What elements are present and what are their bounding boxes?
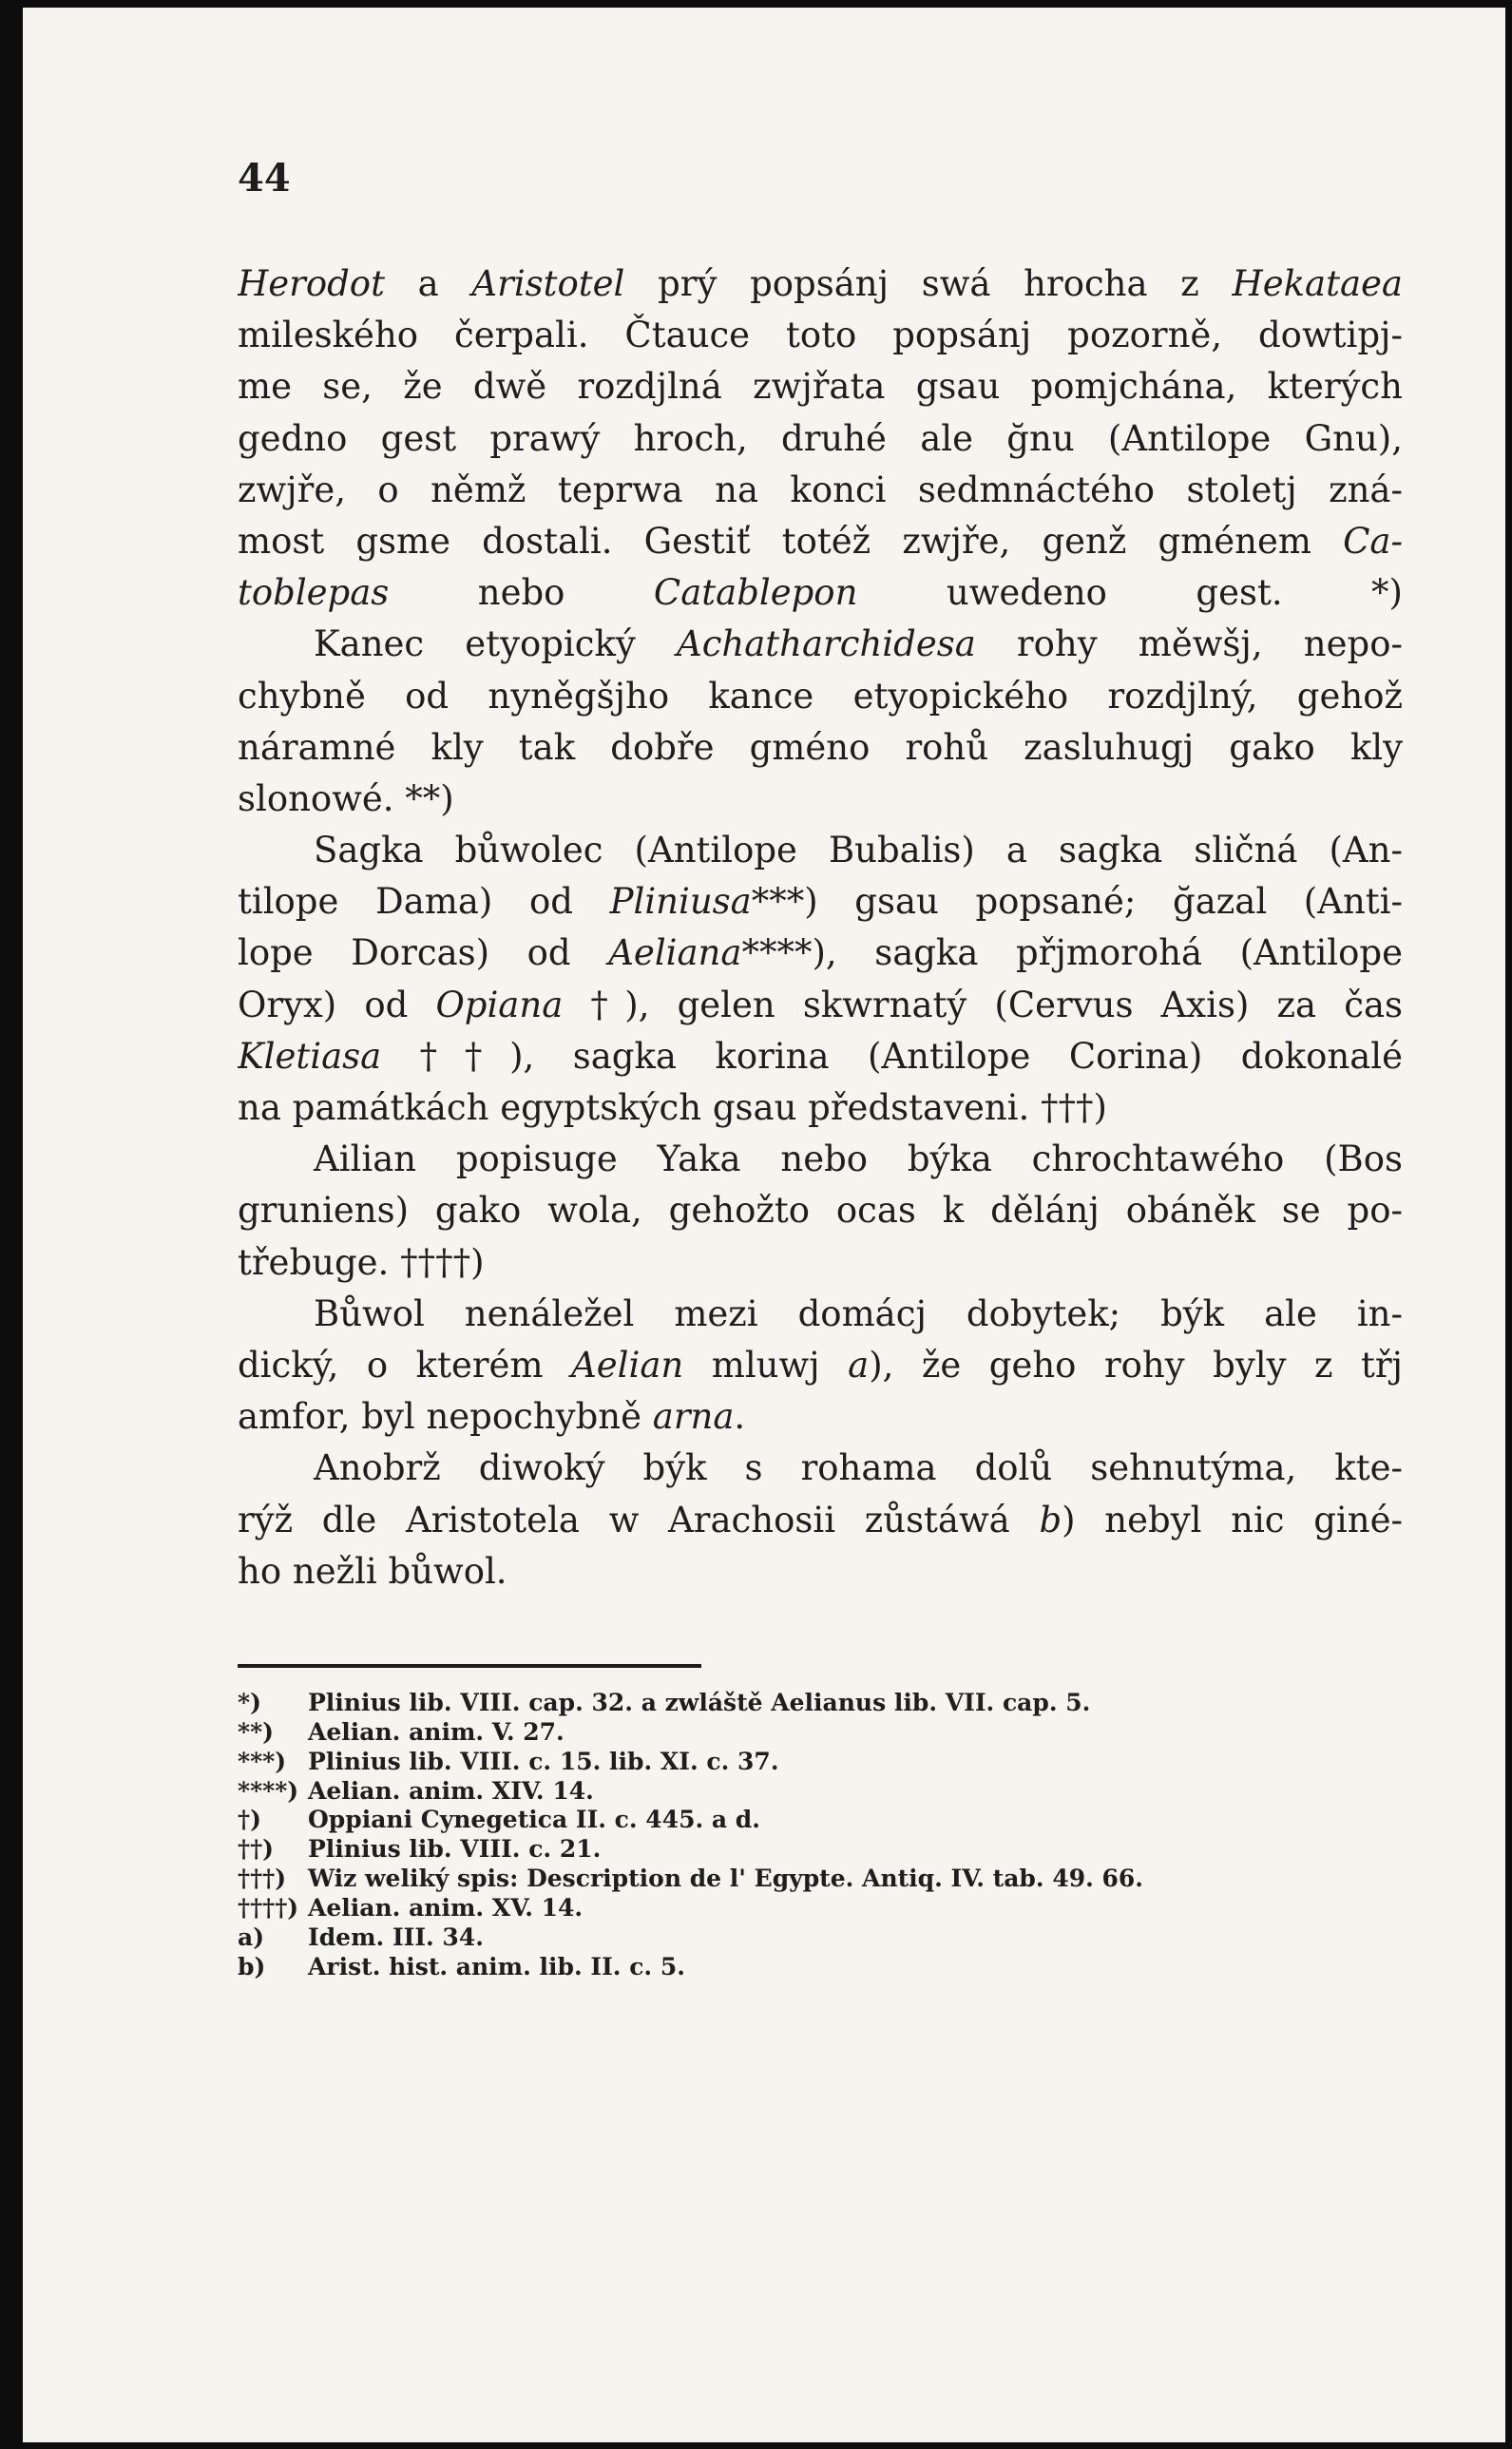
italic-text: a (848, 1344, 870, 1386)
footnote (238, 1953, 1403, 1982)
text-run: Sagka bůwolec (Antilope Bubalis) a sagka sličná (An- (314, 830, 1403, 871)
text-run: ****), sagka přjmorohá (Antilope (741, 932, 1403, 974)
body-text (238, 258, 1403, 1598)
text-run: lope Dorcas) od (238, 932, 609, 974)
footnote (238, 1777, 1403, 1807)
text-line (238, 1391, 1403, 1443)
footnote (238, 1689, 1403, 1718)
italic-text: Aelian (571, 1344, 684, 1386)
text-line (238, 671, 1403, 722)
text-line (238, 1082, 1403, 1134)
footnote-text: Idem. III. 34. (308, 1923, 484, 1951)
italic-text: Opiana (435, 984, 564, 1025)
text-line (238, 1185, 1403, 1236)
footnotes (238, 1689, 1403, 1982)
text-line (238, 1546, 1403, 1598)
text-line (238, 825, 1403, 876)
italic-text: Kletiasa (238, 1035, 382, 1077)
italic-text: Herodot (238, 263, 385, 304)
italic-text: b (1039, 1499, 1062, 1540)
text-line (238, 258, 1403, 310)
footnote (238, 1865, 1403, 1894)
footnote-text: Aelian. anim. V. 27. (308, 1717, 565, 1746)
footnote (238, 1894, 1403, 1923)
footnote-mark: a) (238, 1923, 265, 1951)
text-line (238, 876, 1403, 928)
footnote-mark: ††††) (238, 1894, 299, 1923)
page-number: 44 (238, 156, 291, 201)
text-run: dický, o kterém (238, 1344, 572, 1386)
italic-text: Hekataea (1232, 263, 1403, 304)
footnote-text: Aelian. anim. XV. 14. (308, 1894, 584, 1923)
italic-text: Ca- (1343, 520, 1403, 562)
footnote (238, 1806, 1403, 1835)
footnote-rule (238, 1664, 701, 1668)
footnote-text: Wiz weliký spis: Description de l' Egypte. Antiq. IV. tab. 49. 66. (308, 1865, 1144, 1893)
text-run: ††), sagka korina (Antilope Corina) dokonalé (381, 1035, 1403, 1077)
text-run: rohy měwšj, nepo- (975, 623, 1403, 665)
text-run: tilope Dama) od (238, 881, 610, 923)
text-run: amfor, byl nepochybně (238, 1396, 653, 1438)
text-line (238, 567, 1403, 619)
footnote-mark: †) (238, 1806, 261, 1834)
text-run: †), gelen skwrnatý (Cervus Axis) za čas (563, 984, 1403, 1025)
text-line (238, 774, 1403, 825)
text-run: Ailian popisuge Yaka nebo býka chrochtawého (Bos (314, 1138, 1403, 1180)
footnote-text: Oppiani Cynegetica II. c. 445. a d. (308, 1806, 760, 1834)
italic-text: Catablepon (653, 572, 858, 614)
text-run: mileského čerpali. Čtauce toto popsánj pozorně, dowtipj- (238, 315, 1403, 356)
text-run: třebuge. ††††) (238, 1241, 485, 1283)
text-line (238, 1237, 1403, 1289)
text-line (238, 1134, 1403, 1185)
footnote-mark: †††) (238, 1865, 287, 1893)
text-run: Anobrž diwoký býk s rohama dolů sehnutýma, kte- (314, 1447, 1403, 1489)
text-line (238, 980, 1403, 1031)
text-line (238, 1495, 1403, 1546)
text-run: gruniens) gako wola, gehožto ocas k dělánj obáněk se po- (238, 1190, 1403, 1232)
footnote-mark: ††) (238, 1835, 274, 1864)
text-run: ho nežli bůwol. (238, 1550, 507, 1592)
italic-text: Aristotel (471, 263, 625, 304)
italic-text: arna (652, 1396, 735, 1438)
text-run: na památkách egyptských gsau představeni. †††) (238, 1087, 1107, 1128)
footnote-text: Plinius lib. VIII. c. 15. lib. XI. c. 37. (308, 1747, 779, 1775)
footnote-mark: *) (238, 1688, 261, 1716)
footnote-mark: ****) (238, 1776, 299, 1805)
text-run: rýž dle Aristotela w Arachosii zůstáwá (238, 1499, 1040, 1540)
footnote-text: Aelian. anim. XIV. 14. (308, 1776, 594, 1805)
text-line (238, 1031, 1403, 1082)
page-content (238, 150, 1403, 1982)
footnote-mark: ***) (238, 1747, 287, 1775)
text-line (238, 516, 1403, 567)
text-run: . (734, 1396, 746, 1438)
text-run: ) nebyl nic giné- (1062, 1499, 1403, 1540)
text-line (238, 1289, 1403, 1340)
text-run: ), že geho rohy byly z třj (869, 1344, 1403, 1386)
italic-text: Aeliana (608, 932, 742, 974)
footnote (238, 1748, 1403, 1777)
footnote-mark: **) (238, 1717, 274, 1746)
footnote-text: Arist. hist. anim. lib. II. c. 5. (308, 1952, 685, 1980)
footnote (238, 1835, 1403, 1865)
text-line (238, 361, 1403, 412)
footnote-text: Plinius lib. VIII. cap. 32. a zwláště Aelianus lib. VII. cap. 5. (308, 1688, 1091, 1716)
text-line (238, 465, 1403, 516)
text-run: nebo (389, 572, 654, 614)
text-run: mluwj (683, 1344, 849, 1386)
text-run: Bůwol nenáležel mezi domácj dobytek; býk ale in- (314, 1292, 1403, 1334)
text-line (238, 1443, 1403, 1494)
text-line (238, 722, 1403, 774)
text-run: ***) gsau popsané; ğazal (Anti- (751, 881, 1403, 923)
text-run: slonowé. **) (238, 777, 454, 819)
text-run: zwjře, o němž teprwa na konci sedmnáctého stoletj zná- (238, 469, 1403, 510)
footnote-mark: b) (238, 1952, 266, 1980)
text-line (238, 619, 1403, 670)
text-run: a (384, 263, 472, 304)
text-run: most gsme dostali. Gestiť totéž zwjře, genž gménem (238, 520, 1344, 562)
footnote-text: Plinius lib. VIII. c. 21. (308, 1835, 602, 1864)
italic-text: toblepas (238, 572, 390, 614)
text-run: Kanec etyopický (314, 623, 677, 665)
book-page (23, 8, 1505, 2442)
text-line (238, 928, 1403, 979)
text-run: prý popsánj swá hrocha z (624, 263, 1233, 304)
text-run: gedno gest prawý hroch, druhé ale ğnu (Antilope Gnu), (238, 417, 1403, 459)
text-line (238, 310, 1403, 361)
italic-text: Pliniusa (609, 881, 752, 923)
footnote (238, 1718, 1403, 1748)
text-run: náramné kly tak dobře gméno rohů zasluhugj gako kly (238, 726, 1403, 768)
text-run: uwedeno gest. *) (857, 572, 1403, 614)
text-run: Oryx) od (238, 984, 436, 1025)
text-run: chybně od nyněgšjho kance etyopického rozdjlný, gehož (238, 675, 1403, 717)
text-run: me se, že dwě rozdjlná zwjřata gsau pomjchána, kterých (238, 366, 1403, 408)
italic-text: Achatharchidesa (676, 623, 976, 665)
text-line (238, 413, 1403, 465)
footnote (238, 1923, 1403, 1953)
text-line (238, 1340, 1403, 1391)
